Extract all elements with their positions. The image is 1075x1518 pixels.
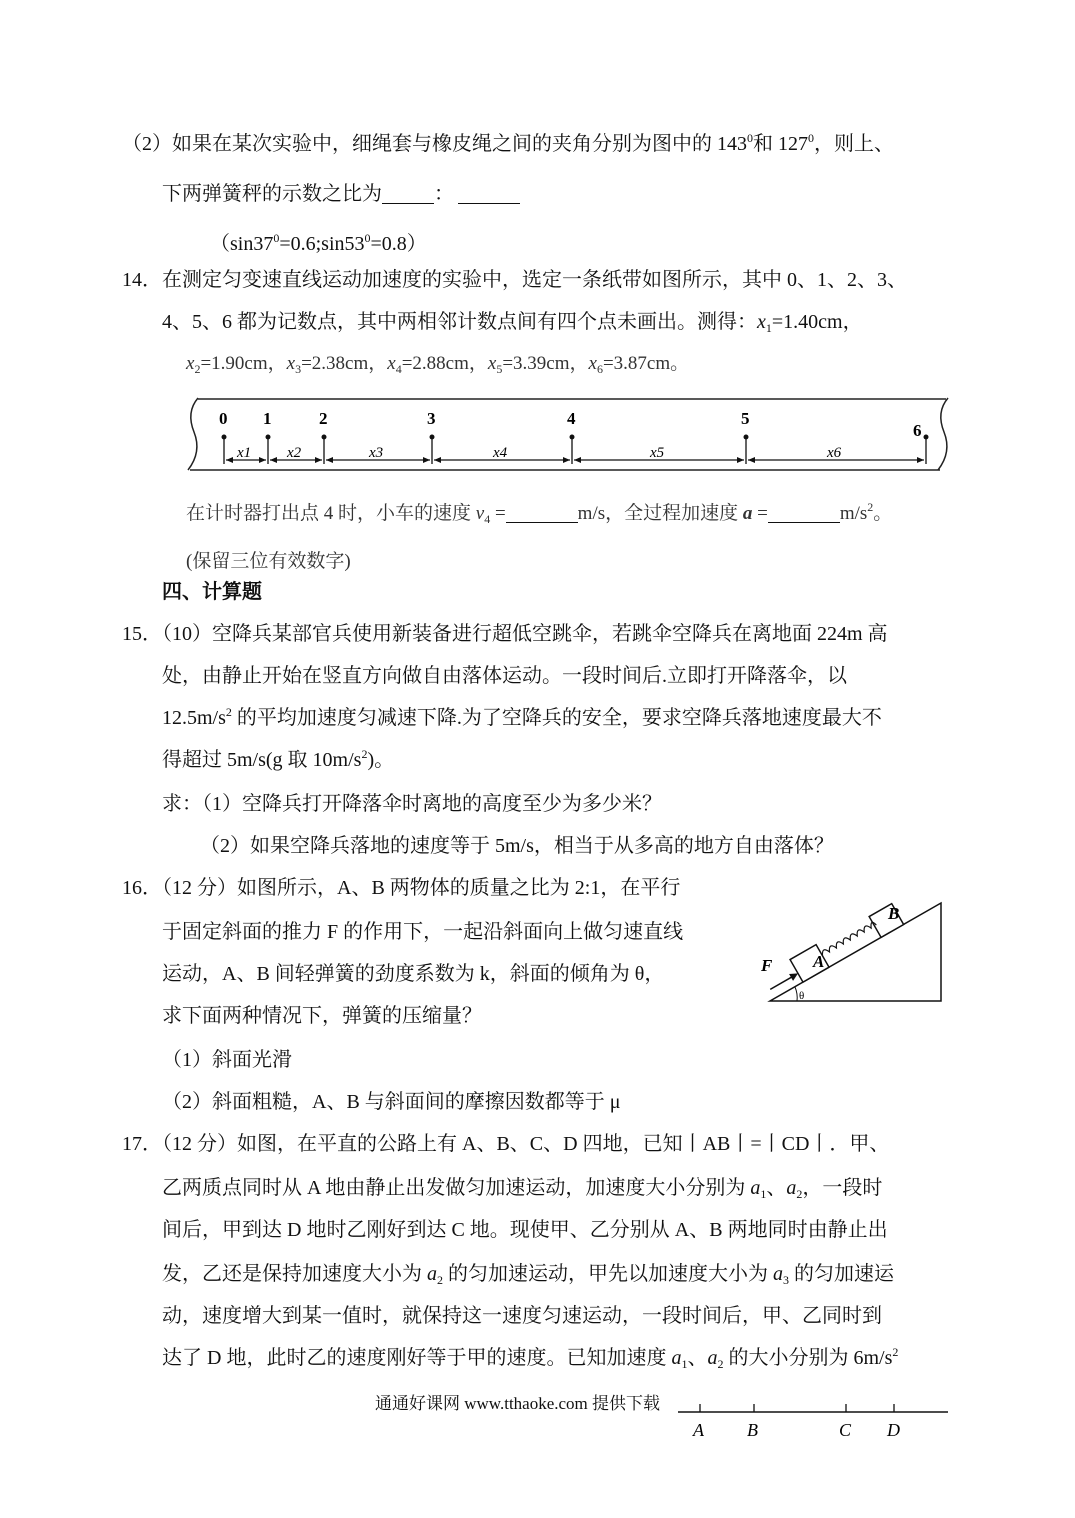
theta-label: θ (799, 990, 805, 1002)
question-number: 16． (122, 877, 162, 899)
q15-line1 (122, 620, 888, 648)
text: ： (434, 183, 454, 205)
text: =3.39cm， (502, 353, 589, 374)
degree-sup: 0 (808, 131, 814, 145)
tape-arrow (563, 457, 570, 463)
road-point-label: A (693, 1420, 704, 1440)
tape-arrow (226, 457, 233, 463)
tape-point-label: 4 (567, 409, 576, 428)
tape-arrow (423, 457, 430, 463)
text: ，一段时 (802, 1177, 883, 1199)
incline-figure (755, 895, 955, 1010)
text: = (490, 503, 506, 524)
answer-blank[interactable] (458, 183, 520, 204)
tape-segment-label: x3 (369, 445, 384, 461)
force-label: A (813, 952, 825, 971)
q17-line3 (162, 1216, 888, 1244)
q13-part2-line1 (122, 130, 894, 158)
text: （1）斜面光滑 (162, 1049, 292, 1071)
q15-line2 (162, 662, 847, 690)
text: 间后，甲到达 D 地时乙刚好到达 C 地。现使甲、乙分别从 A、B 两地同时由静止出 (162, 1219, 888, 1241)
text: =0.8） (370, 233, 427, 255)
tape-arrow (748, 457, 755, 463)
question-number: 14． (122, 269, 162, 291)
text: =0.6;sin53 (279, 233, 365, 255)
text: 求下面两种情况下，弹簧的压缩量？ (162, 1005, 482, 1027)
tape-arrow (270, 457, 277, 463)
text: （2）斜面粗糙，A、B 与斜面间的摩擦因数都等于 μ (162, 1091, 621, 1113)
text: 达了 D 地，此时乙的速度刚好等于甲的速度。已知加速度 (162, 1347, 672, 1369)
text: （10）空降兵某部官兵使用新装备进行超低空跳伞，若跳伞空降兵在离地面 224m 高 (162, 623, 888, 645)
q16-line1 (122, 874, 680, 902)
tape-arrow (315, 457, 322, 463)
tape-arrow (434, 457, 441, 463)
text: 4、5、6 都为记数点，其中两相邻计数点间有四个点未画出。测得： (162, 311, 757, 333)
q17-line6: 达了 D 地，此时乙的速度刚好等于甲的速度。已知加速度 $a_1$、$a_2$ 的大小分别为 $6m/s^2$ (162, 1345, 899, 1371)
q14-note (186, 548, 351, 576)
tape-segment-label: x1 (237, 445, 252, 461)
road-point-label: B (747, 1420, 758, 1440)
tape-arrow (259, 457, 266, 463)
q15-line4: 得超过 5m/s(g 取 $10m/s^2$)。 (162, 747, 395, 771)
q17-line2: 乙两质点同时从 A 地由静止出发做匀加速运动，加速度大小分别为 $a_1$、$a_2$，一段时 (162, 1177, 883, 1201)
text: 在计时器打出点 4 时，小车的速度 (186, 503, 476, 524)
tape-point-label: 1 (263, 409, 272, 428)
q16-line4 (162, 1002, 482, 1030)
q15-line6 (200, 832, 834, 860)
degree-sup: 0 (273, 231, 280, 245)
q14-line3: $x_2=1.90cm$，$x_3=2.38cm$，$x_4=2.88cm$，$x_5=3.39cm$，$x_6=3.87cm$。 (186, 353, 690, 376)
text: 下两弹簧秤的示数之比为 (162, 183, 382, 205)
spring (820, 921, 876, 956)
text: =2.38cm， (301, 353, 388, 374)
tape-point-label: 0 (219, 409, 228, 428)
text: （12 分）如图，在平直的公路上有 A、B、C、D 四地，已知丨AB丨=丨CD丨．甲、 (162, 1133, 890, 1155)
answer-blank[interactable] (768, 502, 840, 523)
q16-line2 (162, 918, 683, 946)
q14-line1 (122, 266, 907, 294)
tape-arrow (326, 457, 333, 463)
tape-arrow (574, 457, 581, 463)
q14-answer-line: 在计时器打出点 4 时，小车的速度 $v_4 = m/s$，全过程加速度 $a = m/s^2$。 (186, 500, 893, 526)
tape-point-label: 5 (741, 409, 750, 428)
tape-segment-label: x4 (493, 445, 508, 461)
degree-sup: 0 (747, 131, 753, 145)
text: （12 分）如图所示，A、B 两物体的质量之比为 2:1，在平行 (162, 877, 681, 899)
text: 。 (873, 503, 893, 524)
question-number: 15． (122, 623, 162, 645)
text: 通通好课网 www.tthaoke.com 提供下载 (375, 1394, 661, 1413)
text: =1.40cm， (771, 311, 863, 333)
answer-blank[interactable] (382, 183, 434, 204)
text: ，则上、 (814, 133, 894, 155)
paper-tape-figure (180, 392, 960, 478)
text: m/s，全过程加速度 (577, 503, 743, 524)
tape-point-label: 2 (319, 409, 328, 428)
text: （2）如果空降兵落地的速度等于 5m/s，相当于从多高的地方自由落体？ (200, 835, 834, 857)
q17-line4: 发，乙还是保持加速度大小为 $a_2$ 的匀加速运动，甲先以加速度大小为 $a_3$ 的匀加速运 (162, 1263, 894, 1287)
text: 的匀加速运动，甲先以加速度大小为 (443, 1263, 773, 1285)
tape-arrow (737, 457, 744, 463)
text: 发，乙还是保持加速度大小为 (162, 1263, 427, 1285)
text: =2.88cm， (401, 353, 488, 374)
section-heading (162, 578, 262, 606)
text: 求：（1）空降兵打开降落伞时离地的高度至少为多少米？ (162, 793, 662, 815)
text: )。 (367, 749, 395, 771)
tape-arrow (917, 457, 924, 463)
q15-line3: $12.5m/s^2$ 的平均加速度匀减速下降.为了空降兵的安全，要求空降兵落地速度最大不 (162, 705, 882, 729)
var-v: v (475, 503, 485, 524)
q17-line5 (162, 1302, 882, 1330)
block-b-label: B (888, 904, 900, 923)
text: 和 127 (753, 133, 808, 155)
sub: 4 (484, 512, 491, 526)
tape-segment-label: x6 (827, 445, 842, 461)
tape-segment-label: x2 (287, 445, 302, 461)
text: 于固定斜面的推力 F 的作用下，一起沿斜面向上做匀速直线 (162, 921, 684, 943)
text: = (752, 503, 768, 524)
q15-line5 (162, 790, 662, 818)
road-point-label: C (839, 1420, 852, 1440)
q16-line6 (162, 1088, 621, 1116)
question-number: 17． (122, 1133, 162, 1155)
text: 12.5m/s (162, 707, 226, 729)
text: （sin37 (210, 233, 274, 255)
road-point-label: D (887, 1420, 900, 1440)
q16-line3 (162, 960, 664, 988)
q13-part2-line2 (162, 180, 520, 208)
tape-point-label: 3 (427, 409, 436, 428)
q17-line1 (122, 1130, 889, 1158)
text: 得超过 5m/s(g 取 10m/s (162, 749, 362, 771)
text: （2）如果在某次实验中，细绳套与橡皮绳之间的夹角分别为图中的 143 (122, 133, 747, 155)
degree-sup: 0 (364, 231, 371, 245)
answer-blank[interactable] (506, 502, 578, 523)
text: 的平均加速度匀减速下降.为了空降兵的安全，要求空降兵落地速度最大不 (231, 707, 882, 729)
q14-line2: 4、5、6 都为记数点，其中两相邻计数点间有四个点未画出。测得：$x_1=1.40cm$， (162, 311, 863, 335)
text: 的大小分别为 6m/s (723, 1347, 893, 1369)
var-a: a (742, 503, 753, 524)
footer-source (375, 1390, 660, 1418)
force-f-label: F (761, 956, 773, 975)
text: 运动，A、B 间轻弹簧的劲度系数为 k，斜面的倾角为 θ， (162, 963, 665, 985)
text: =3.87cm。 (602, 353, 690, 374)
text: 四、计算题 (162, 581, 262, 603)
text: 的匀加速运 (789, 1263, 894, 1285)
tape-segment-label: x5 (650, 445, 665, 461)
text: 在测定匀变速直线运动加速度的实验中，选定一条纸带如图所示，其中 0、1、2、3、 (162, 269, 907, 291)
text: =1.90cm， (200, 353, 287, 374)
tape-point-label: 6 (913, 421, 922, 440)
text: m/s (839, 503, 868, 524)
q16-line5 (162, 1046, 292, 1074)
road-figure (676, 1398, 956, 1446)
text: 动，速度增大到某一值时，就保持这一速度匀速运动，一段时间后，甲、乙同时到 (162, 1305, 882, 1327)
text: (保留三位有效数字) (186, 551, 351, 572)
text: 乙两质点同时从 A 地由静止出发做匀加速运动，加速度大小分别为 (162, 1177, 751, 1199)
q13-hint (210, 230, 427, 258)
text: 处，由静止开始在竖直方向做自由落体运动。一段时间后.立即打开降落伞，以 (162, 665, 847, 687)
